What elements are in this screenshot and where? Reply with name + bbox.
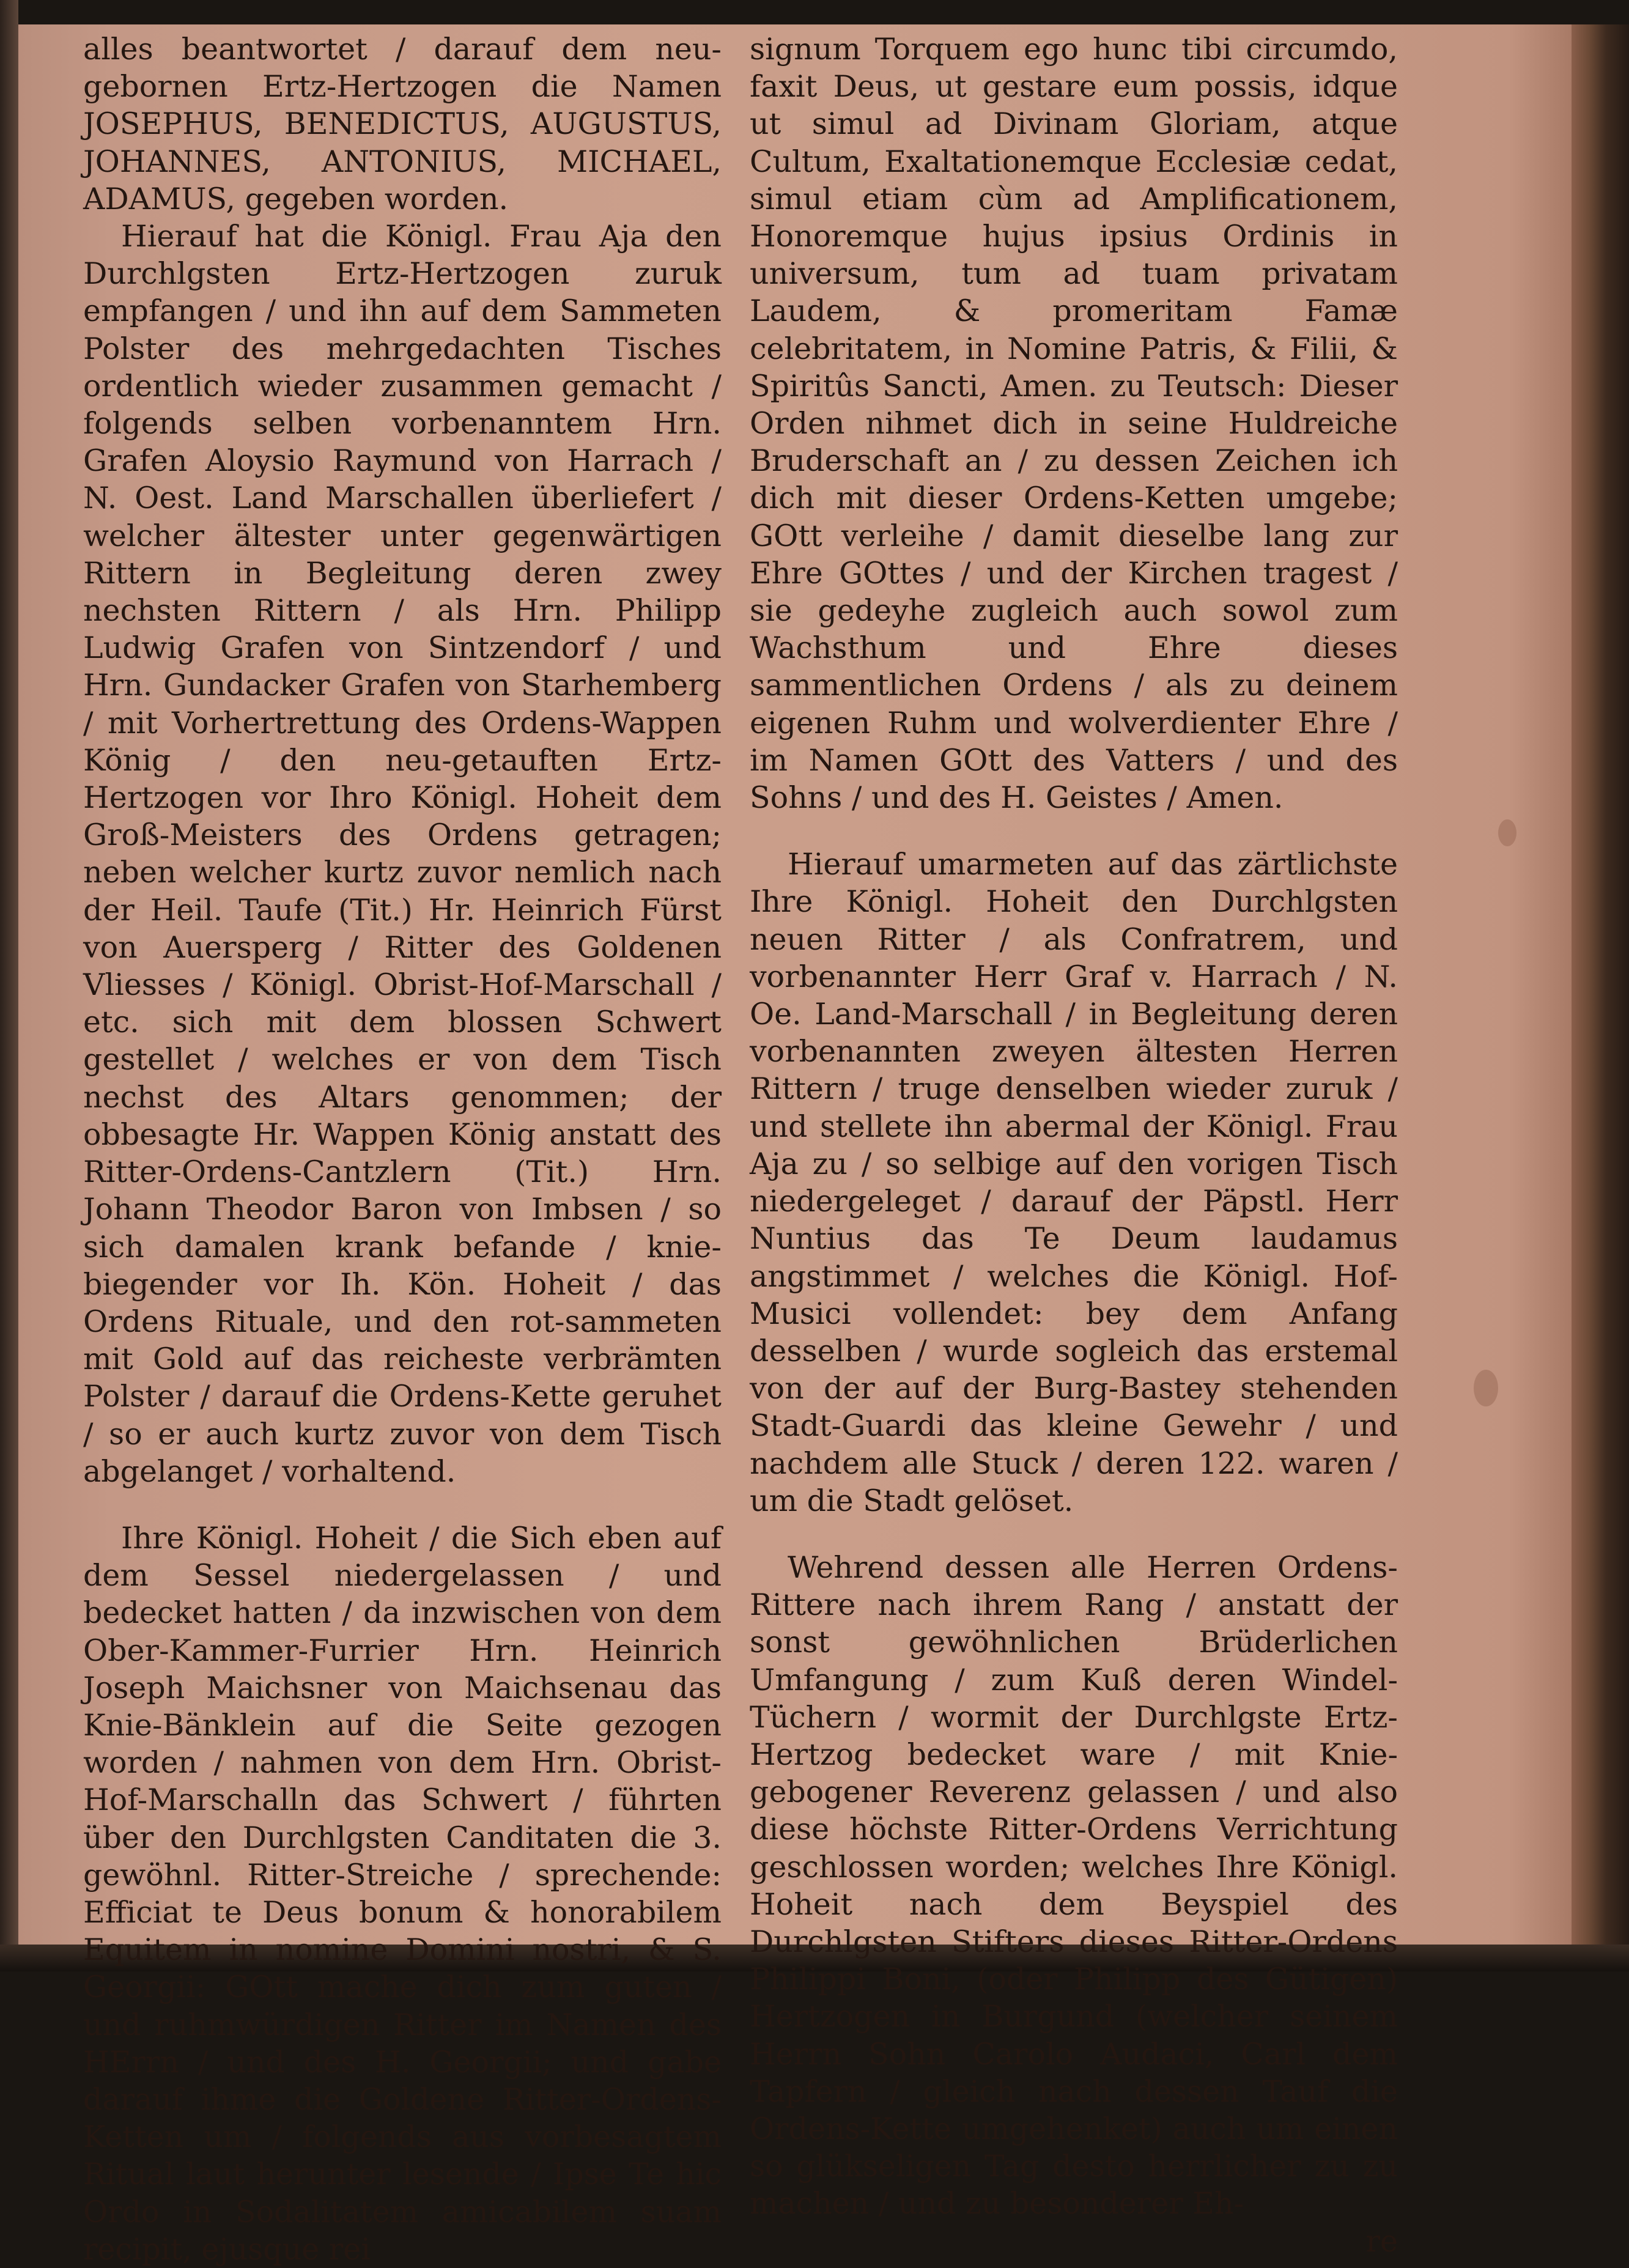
paragraph: Hierauf umarmeten auf das zärtlichste Ihre Königl. Hoheit den Durchlgsten neuen Ritter / als Confratrem, und vorbenannter Herr Graf v. Harrach / N. Oe. Land-Marschall / in Begleitung deren vorbenannten zweyen ältesten Herren Rittern / truge denselben wieder zuruk / und stellete ihn abermal der Königl. Frau Aja zu / so selbige auf den vorigen Tisch niedergeleget / darauf der Päpstl. Herr Nuntius das Te Deum laudamus angstimmet / welches die Königl. Hof-Musici vollendet: bey dem Anfang desselben / wurde sogleich das erstemal von der auf der Burg-Bastey stehenden Stadt-Guardi das kleine Gewehr / und nachdem alle Stuck / deren 122. waren / um die Stadt gelöset. [750, 847, 1398, 1518]
paper-stain [1474, 1370, 1498, 1406]
right-text-column [750, 31, 1398, 2260]
paragraph: Ihre Königl. Hoheit / die Sich eben auf dem Sessel niedergelassen / und bedecket hatten / da inzwischen von dem Ober-Kammer-Furrier Hrn. Heinrich Joseph Maichsner von Maichsenau das Knie-Bänklein auf die Seite gezogen worden / nahmen von dem Hrn. Obrist-Hof-Marschalln das Schwert / führten über den Durchlgsten Canditaten die 3. gewöhnl. Ritter-Streiche / sprechende: Efficiat te Deus bonum & honorabilem Equitem in nomine Domini nostri, & S. Georgii: GOtt mache dich zum guten / und ruhmwürdigen Ritter im Namen des HErrn / und des H. Georgii; und gabe darauf ihme die Goldene Ritter-Ordens-Ketten um / folgends aus vorbesagtem Ritual laut herunter lesende / Ipse Te hic Ordo in Sodalitatem amicabilem suam recipit, ejusque rei [83, 1520, 722, 2267]
paragraph: alles beantwortet / darauf dem neu-gebornen Ertz-Hertzogen die Namen JOSEPHUS, BENEDICTUS, AUGUSTUS, JOHANNES, ANTONIUS, MICHAEL, ADAMUS, gegeben worden. [83, 32, 722, 216]
paragraph: signum Torquem ego hunc tibi circumdo, faxit Deus, ut gestare eum possis, idque ut simul ad Divinam Gloriam, atque Cultum, Exaltationemque Ecclesiæ cedat, simul etiam cùm ad Amplificationem, Honoremque hujus ipsius Ordinis in universum, tum ad tuam privatam Laudem, & promeritam Famæ celebritatem, in Nomine Patris, & Filii, & Spiritûs Sancti, Amen. zu Teutsch: Dieser Orden nihmet dich in seine Huldreiche Bruderschaft an / zu dessen Zeichen ich dich mit dieser Ordens-Ketten umgebe; GOtt verleihe / damit dieselbe lang zur Ehre GOttes / und der Kirchen tragest / sie gedeyhe zugleich auch sowol zum Wachsthum und Ehre dieses sammentlichen Ordens / als zu deinem eigenen Ruhm und wolverdienter Ehre / im Namen GOtt des Vatters / und des Sohns / und des H. Geistes / Amen. [750, 32, 1398, 816]
catchword: re [1365, 2223, 1398, 2259]
paragraph: Wehrend dessen alle Herren Ordens-Rittere nach ihrem Rang / anstatt der sonst gewöhnlichen Brüderlichen Umfangung / zum Kuß deren Windel-Tüchern / wormit der Durchlgste Ertz-Hertzog bedecket ware / mit Knie-gebogener Reverenz gelassen / und also diese höchste Ritter-Ordens Verrichtung geschlossen worden; welches Ihre Königl. Hoheit nach dem Beyspiel des Durchlgsten Stifters dieses Ritter-Ordens Philippi Boni, (oder Philipp des Gütigen) Hertzogen in Burgund (welcher seinem Herrn Sohn Carolo Audaci, Carl dem Tapfern / gleich nach dessen Tauf die Ordens-Kette umgehenket) auch um einen so glükseligen Tag desto herrlicher zu zu machen / und zu besonderer Eh- [750, 1550, 1398, 2222]
paragraph: Hierauf hat die Königl. Frau Aja den Durchlgsten Ertz-Hertzogen zuruk empfangen / und ihn auf dem Sammeten Polster des mehrgedachten Tisches ordentlich wieder zusammen gemacht / folgends selben vorbenanntem Hrn. Grafen Aloysio Raymund von Harrach / N. Oest. Land Marschallen überliefert / welcher ältester unter gegenwärtigen Rittern in Begleitung deren zwey nechsten Rittern / als Hrn. Philipp Ludwig Grafen von Sintzendorf / und Hrn. Gundacker Grafen von Starhemberg / mit Vorhertrettung des Ordens-Wappen König / den neu-getauften Ertz-Hertzogen vor Ihro Königl. Hoheit dem Groß-Meisters des Ordens getragen; neben welcher kurtz zuvor nemlich nach der Heil. Taufe (Tit.) Hr. Heinrich Fürst von Auersperg / Ritter des Goldenen Vliesses / Königl. Obrist-Hof-Marschall / etc. sich mit dem blossen Schwert gestellet / welches er von dem Tisch nechst des Altars genommen; der obbesagte Hr. Wappen König anstatt des Ritter-Ordens-Cantzlern (Tit.) Hrn. Johann Theodor Baron von Imbsen / so sich damalen krank befande / knie-biegender vor Ih. Kön. Hoheit / das Ordens Rituale, und den rot-sammeten mit Gold auf das reicheste verbrämten Polster / darauf die Ordens-Kette geruhet / so er auch kurtz zuvor von dem Tisch abgelanget / vorhaltend. [83, 219, 722, 1489]
book-gutter-edge [0, 0, 18, 1971]
paper-stain [1498, 819, 1516, 846]
book-fore-edge [1572, 24, 1629, 1945]
left-text-column [83, 31, 722, 2268]
